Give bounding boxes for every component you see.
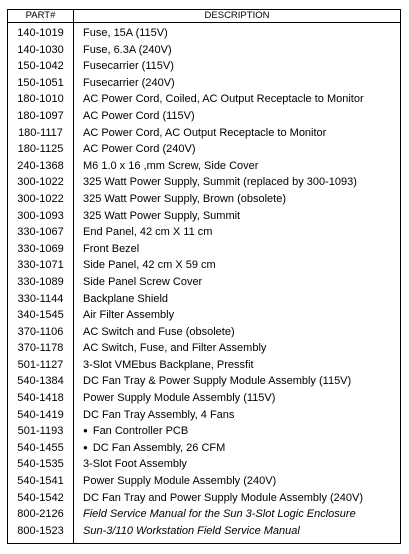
part-number-cell: 540-1418: [17, 392, 64, 405]
part-number-cell: 180-1097: [17, 109, 64, 122]
description-cell: 3-Slot Foot Assembly: [83, 458, 187, 471]
description-cell: Fuse, 15A (115V): [83, 27, 168, 39]
part-number-cell: 501-1193: [17, 425, 64, 438]
part-number-cell: 150-1051: [17, 76, 64, 89]
description-cell: End Panel, 42 cm X 11 cm: [83, 226, 213, 239]
description-cell: Front Bezel: [83, 242, 140, 255]
part-number-cell: 540-1535: [17, 458, 64, 471]
header-part-number: PART#: [8, 10, 74, 22]
description-cell: DC Fan Tray Assembly, 4 Fans: [83, 408, 235, 421]
description-cell: Side Panel, 42 cm X 59 cm: [83, 259, 216, 272]
description-cell: Fusecarrier (240V): [83, 76, 175, 89]
description-cell: 3-Slot VMEbus Backplane, Pressfit: [83, 358, 254, 371]
part-number-cell: 240-1368: [17, 159, 64, 172]
part-number-cell: 180-1010: [17, 93, 64, 106]
description-cell: M6 1.0 x 16 ,mm Screw, Side Cover: [83, 159, 259, 172]
part-number-cell: 300-1022: [17, 176, 64, 189]
part-number-cell: 300-1022: [17, 192, 64, 205]
part-number-cell: 140-1030: [17, 43, 64, 56]
description-cell: Side Panel Screw Cover: [83, 275, 203, 288]
part-number-cell: 330-1069: [17, 242, 64, 255]
parts-table: [7, 9, 401, 544]
part-number-cell: 800-2126: [17, 508, 64, 521]
part-number-cell: 340-1545: [17, 309, 64, 322]
description-cell: ● Fan Controller PCB: [74, 423, 400, 440]
part-number-cell: 330-1089: [17, 275, 64, 288]
description-cell: DC Fan Tray and Power Supply Module Assembly (240V): [83, 491, 364, 504]
part-number-cell: 330-1067: [17, 226, 64, 239]
part-number-cell: 330-1144: [17, 292, 64, 305]
description-cell: Field Service Manual for the Sun 3-Slot Logic Enclosure: [83, 508, 356, 521]
description-cell: Fusecarrier (115V): [83, 60, 174, 73]
part-number-cell: 330-1071: [17, 259, 64, 272]
part-number-cell: 800-1523: [17, 524, 64, 537]
description-cell: Air Filter Assembly: [83, 309, 175, 322]
description-cell: AC Switch and Fuse (obsolete): [83, 325, 235, 338]
description-cell: Power Supply Module Assembly (115V): [83, 392, 276, 405]
description-cell: AC Power Cord, Coiled, AC Output Receptacle to Monitor: [83, 93, 364, 106]
description-cell: Power Supply Module Assembly (240V): [83, 475, 277, 488]
part-number-cell: 370-1178: [17, 342, 64, 355]
description-cell: Backplane Shield: [83, 292, 169, 305]
part-number-cell: 540-1384: [17, 375, 64, 388]
description-cell: AC Power Cord (240V): [83, 143, 196, 156]
description-cell: 325 Watt Power Supply, Brown (obsolete): [83, 192, 286, 205]
description-cell: 325 Watt Power Supply, Summit: [83, 209, 241, 222]
part-number-cell: 180-1117: [18, 126, 63, 139]
description-cell: AC Switch, Fuse, and Filter Assembly: [83, 342, 267, 355]
description-cell: Sun-3/110 Workstation Field Service Manual: [83, 524, 300, 537]
part-number-cell: 540-1542: [17, 491, 64, 504]
description-cell: 325 Watt Power Supply, Summit (replaced by 300-1093): [83, 176, 357, 189]
part-number-cell: 370-1106: [17, 325, 64, 338]
description-cell: ● DC Fan Assembly, 26 CFM: [74, 440, 400, 457]
part-number-column: [8, 23, 74, 543]
part-number-cell: 501-1127: [17, 358, 64, 371]
header-description: DESCRIPTION: [204, 10, 270, 21]
part-number-cell: 180-1125: [17, 143, 64, 156]
description-cell: Fuse, 6.3A (240V): [83, 43, 172, 56]
part-number-cell: 300-1093: [17, 209, 64, 222]
description-cell: AC Power Cord, AC Output Receptacle to Monitor: [83, 126, 327, 139]
table-body: [8, 23, 400, 543]
part-number-cell: 540-1419: [17, 408, 64, 421]
description-column: [74, 23, 400, 543]
part-number-cell: 540-1455: [17, 441, 64, 454]
description-cell: AC Power Cord (115V): [83, 109, 195, 122]
part-number-cell: 140-1019: [17, 27, 64, 39]
part-number-cell: 540-1541: [17, 475, 64, 488]
description-cell: DC Fan Tray & Power Supply Module Assembly (115V): [83, 375, 352, 388]
part-number-cell: 150-1042: [17, 60, 64, 73]
table-header: [8, 10, 400, 23]
